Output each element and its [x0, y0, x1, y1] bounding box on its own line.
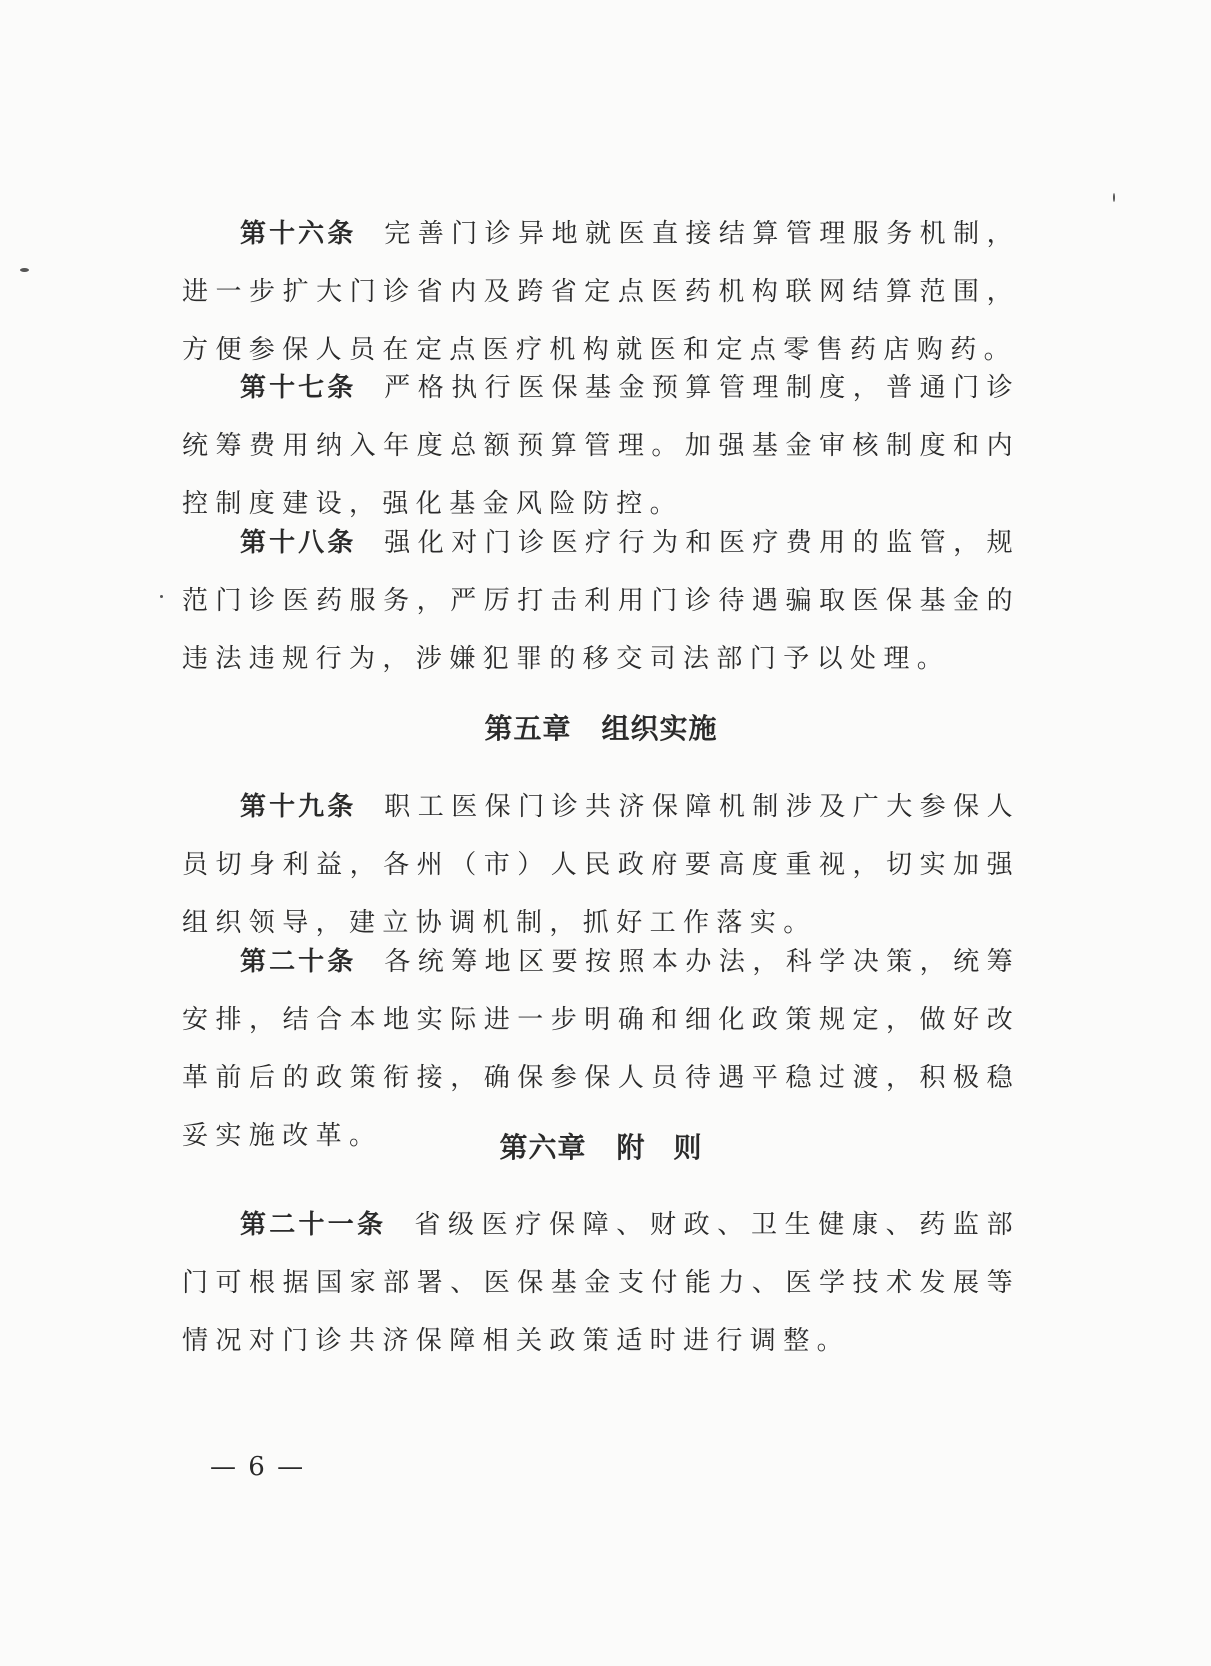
- article-number: 第二十条: [240, 947, 357, 977]
- chapter-title-part: 则: [673, 1131, 703, 1164]
- page-number: — 6 —: [210, 1452, 306, 1482]
- article-19: [182, 778, 1020, 952]
- article-number: 第十八条: [240, 528, 357, 558]
- chapter-heading-6: [182, 1126, 1020, 1166]
- chapter-number: 第五章: [484, 712, 572, 745]
- article-17: [182, 359, 1020, 533]
- scan-speck: [1113, 193, 1115, 202]
- article-16: [182, 205, 1020, 379]
- chapter-title: 组织实施: [601, 712, 718, 745]
- scan-speck: [160, 595, 163, 598]
- article-text: 强化对门诊医疗行为和医疗费用的监管，规范门诊医药服务，严厉打击利用门诊待遇骗取医保基金的违法违规行为，涉嫌犯罪的移交司法部门予以处理。: [182, 528, 1020, 674]
- article-text: 完善门诊异地就医直接结算管理服务机制，进一步扩大门诊省内及跨省定点医药机构联网结算范围，方便参保人员在定点医疗机构就医和定点零售药店购药。: [182, 219, 1020, 365]
- article-text: 省级医疗保障、财政、卫生健康、药监部门可根据国家部署、医保基金支付能力、医学技术发展等情况对门诊共济保障相关政策适时进行调整。: [182, 1210, 1020, 1356]
- article-text: 各统筹地区要按照本办法，科学决策，统筹安排，结合本地实际进一步明确和细化政策规定，做好改革前后的政策衔接，确保参保人员待遇平稳过渡，积极稳妥实施改革。: [182, 947, 1020, 1151]
- article-number: 第十六条: [240, 219, 357, 249]
- article-number: 第十七条: [240, 373, 357, 403]
- article-number: 第二十一条: [240, 1210, 387, 1240]
- scan-speck: [20, 268, 29, 272]
- chapter-number: 第六章: [499, 1131, 587, 1164]
- chapter-title-part: 附: [616, 1131, 646, 1164]
- article-21: [182, 1196, 1020, 1370]
- article-18: [182, 514, 1020, 688]
- article-text: 严格执行医保基金预算管理制度，普通门诊统筹费用纳入年度总额预算管理。加强基金审核制度和内控制度建设，强化基金风险防控。: [182, 373, 1020, 519]
- chapter-heading-5: [182, 707, 1020, 747]
- article-number: 第十九条: [240, 792, 357, 822]
- article-text: 职工医保门诊共济保障机制涉及广大参保人员切身利益，各州（市）人民政府要高度重视，切实加强组织领导，建立协调机制，抓好工作落实。: [182, 792, 1020, 938]
